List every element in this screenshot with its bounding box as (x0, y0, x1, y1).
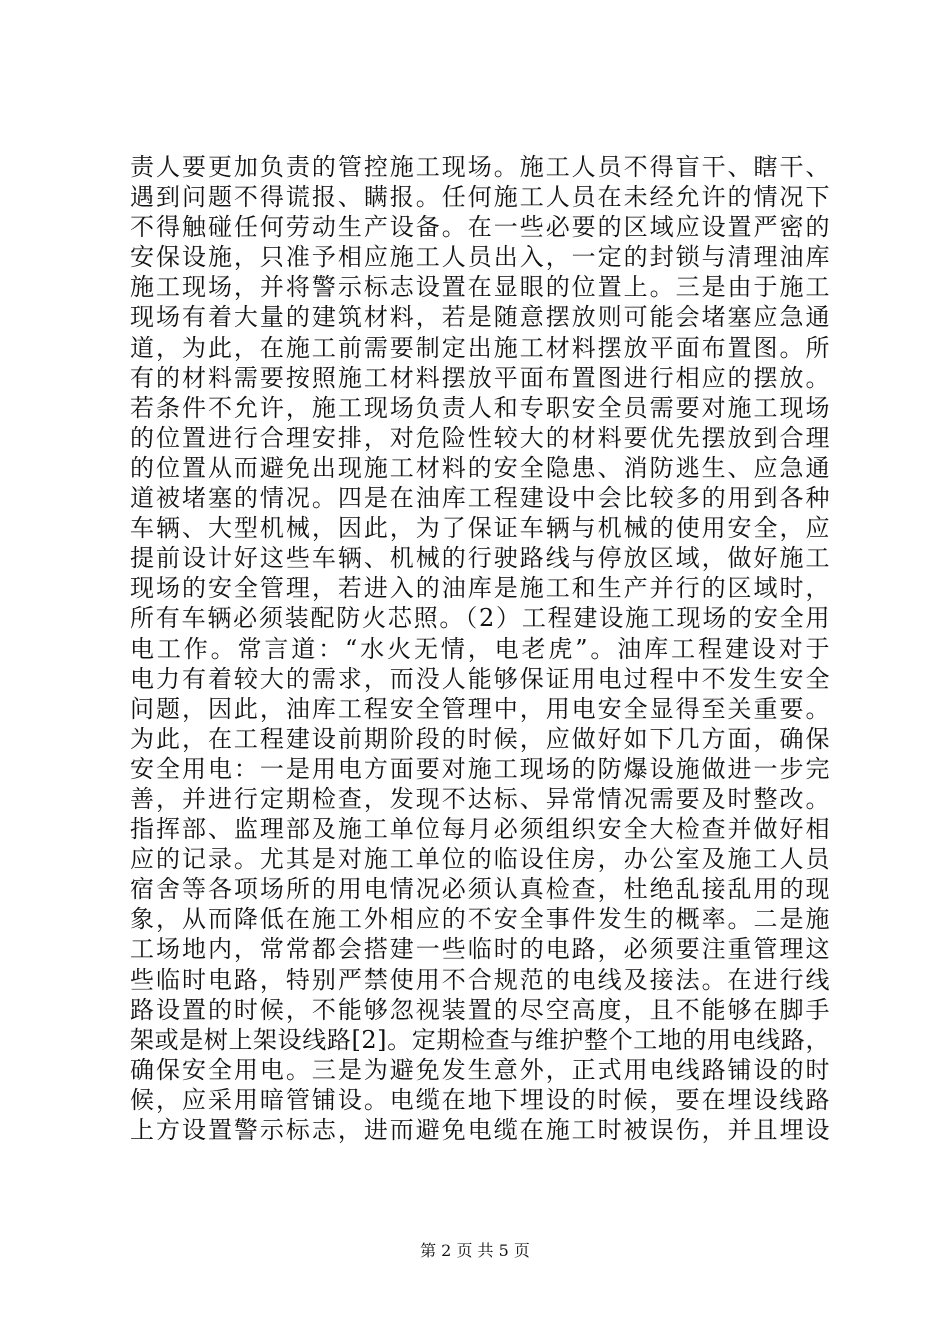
body-text (130, 152, 830, 1145)
text-line: 所有车辆必须装配防火芯照。（2）工程建设施工现场的安全用 (130, 604, 830, 633)
text-line: 电工作。常言道：“水火无情，电老虎”。油库工程建设对于 (130, 634, 830, 663)
text-line: 为此，在工程建设前期阶段的时候，应做好如下几方面，确保 (130, 724, 830, 753)
text-line: 现场有着大量的建筑材料，若是随意摆放则可能会堵塞应急通 (130, 303, 830, 332)
text-line: 现场的安全管理，若进入的油库是施工和生产并行的区域时， (130, 574, 830, 603)
text-line: 些临时电路，特别严禁使用不合规范的电线及接法。在进行线 (130, 965, 830, 994)
text-line: 不得触碰任何劳动生产设备。在一些必要的区域应设置严密的 (130, 213, 830, 242)
text-line: 若条件不允许，施工现场负责人和专职安全员需要对施工现场 (130, 393, 830, 422)
text-line: 有的材料需要按照施工材料摆放平面布置图进行相应的摆放。 (130, 363, 830, 392)
text-line: 施工现场，并将警示标志设置在显眼的位置上。三是由于施工 (130, 273, 830, 302)
text-line: 指挥部、监理部及施工单位每月必须组织安全大检查并做好相 (130, 815, 830, 844)
text-line: 架或是树上架设线路[2]。定期检查与维护整个工地的用电线路， (130, 1025, 830, 1054)
text-line: 的位置从而避免出现施工材料的安全隐患、消防逃生、应急通 (130, 453, 830, 482)
text-line: 象，从而降低在施工外相应的不安全事件发生的概率。二是施 (130, 905, 830, 934)
text-line: 问题，因此，油库工程安全管理中，用电安全显得至关重要。 (130, 694, 830, 723)
text-line: 安全用电：一是用电方面要对施工现场的防爆设施做进一步完 (130, 754, 830, 783)
text-line: 安保设施，只准予相应施工人员出入，一定的封锁与清理油库 (130, 243, 830, 272)
text-line: 道，为此，在施工前需要制定出施工材料摆放平面布置图。所 (130, 333, 830, 362)
text-line: 善，并进行定期检查，发现不达标、异常情况需要及时整改。 (130, 784, 830, 813)
text-line: 提前设计好这些车辆、机械的行驶路线与停放区域，做好施工 (130, 544, 830, 573)
text-line: 宿舍等各项场所的用电情况必须认真检查，杜绝乱接乱用的现 (130, 875, 830, 904)
text-line: 确保安全用电。三是为避免发生意外，正式用电线路铺设的时 (130, 1055, 830, 1084)
text-line: 遇到问题不得谎报、瞒报。任何施工人员在未经允许的情况下 (130, 183, 830, 212)
text-line: 上方设置警示标志，进而避免电缆在施工时被误伤，并且埋设 (130, 1116, 830, 1144)
page-footer (0, 1240, 950, 1262)
text-line: 道被堵塞的情况。四是在油库工程建设中会比较多的用到各种 (130, 484, 830, 513)
text-line: 电力有着较大的需求，而没人能够保证用电过程中不发生安全 (130, 664, 830, 693)
text-line: 的位置进行合理安排，对危险性较大的材料要优先摆放到合理 (130, 423, 830, 452)
text-line: 工场地内，常常都会搭建一些临时的电路，必须要注重管理这 (130, 935, 830, 964)
text-line: 候，应采用暗管铺设。电缆在地下埋设的时候，要在埋设线路 (130, 1085, 830, 1114)
text-line: 责人要更加负责的管控施工现场。施工人员不得盲干、瞎干、 (130, 153, 830, 181)
text-line: 车辆、大型机械，因此，为了保证车辆与机械的使用安全，应 (130, 514, 830, 543)
text-line: 路设置的时候，不能够忽视装置的尽空高度，且不能够在脚手 (130, 995, 830, 1024)
text-line: 应的记录。尤其是对施工单位的临设住房，办公室及施工人员 (130, 845, 830, 874)
page-number-label: 第 2 页 共 5 页 (420, 1241, 530, 1260)
